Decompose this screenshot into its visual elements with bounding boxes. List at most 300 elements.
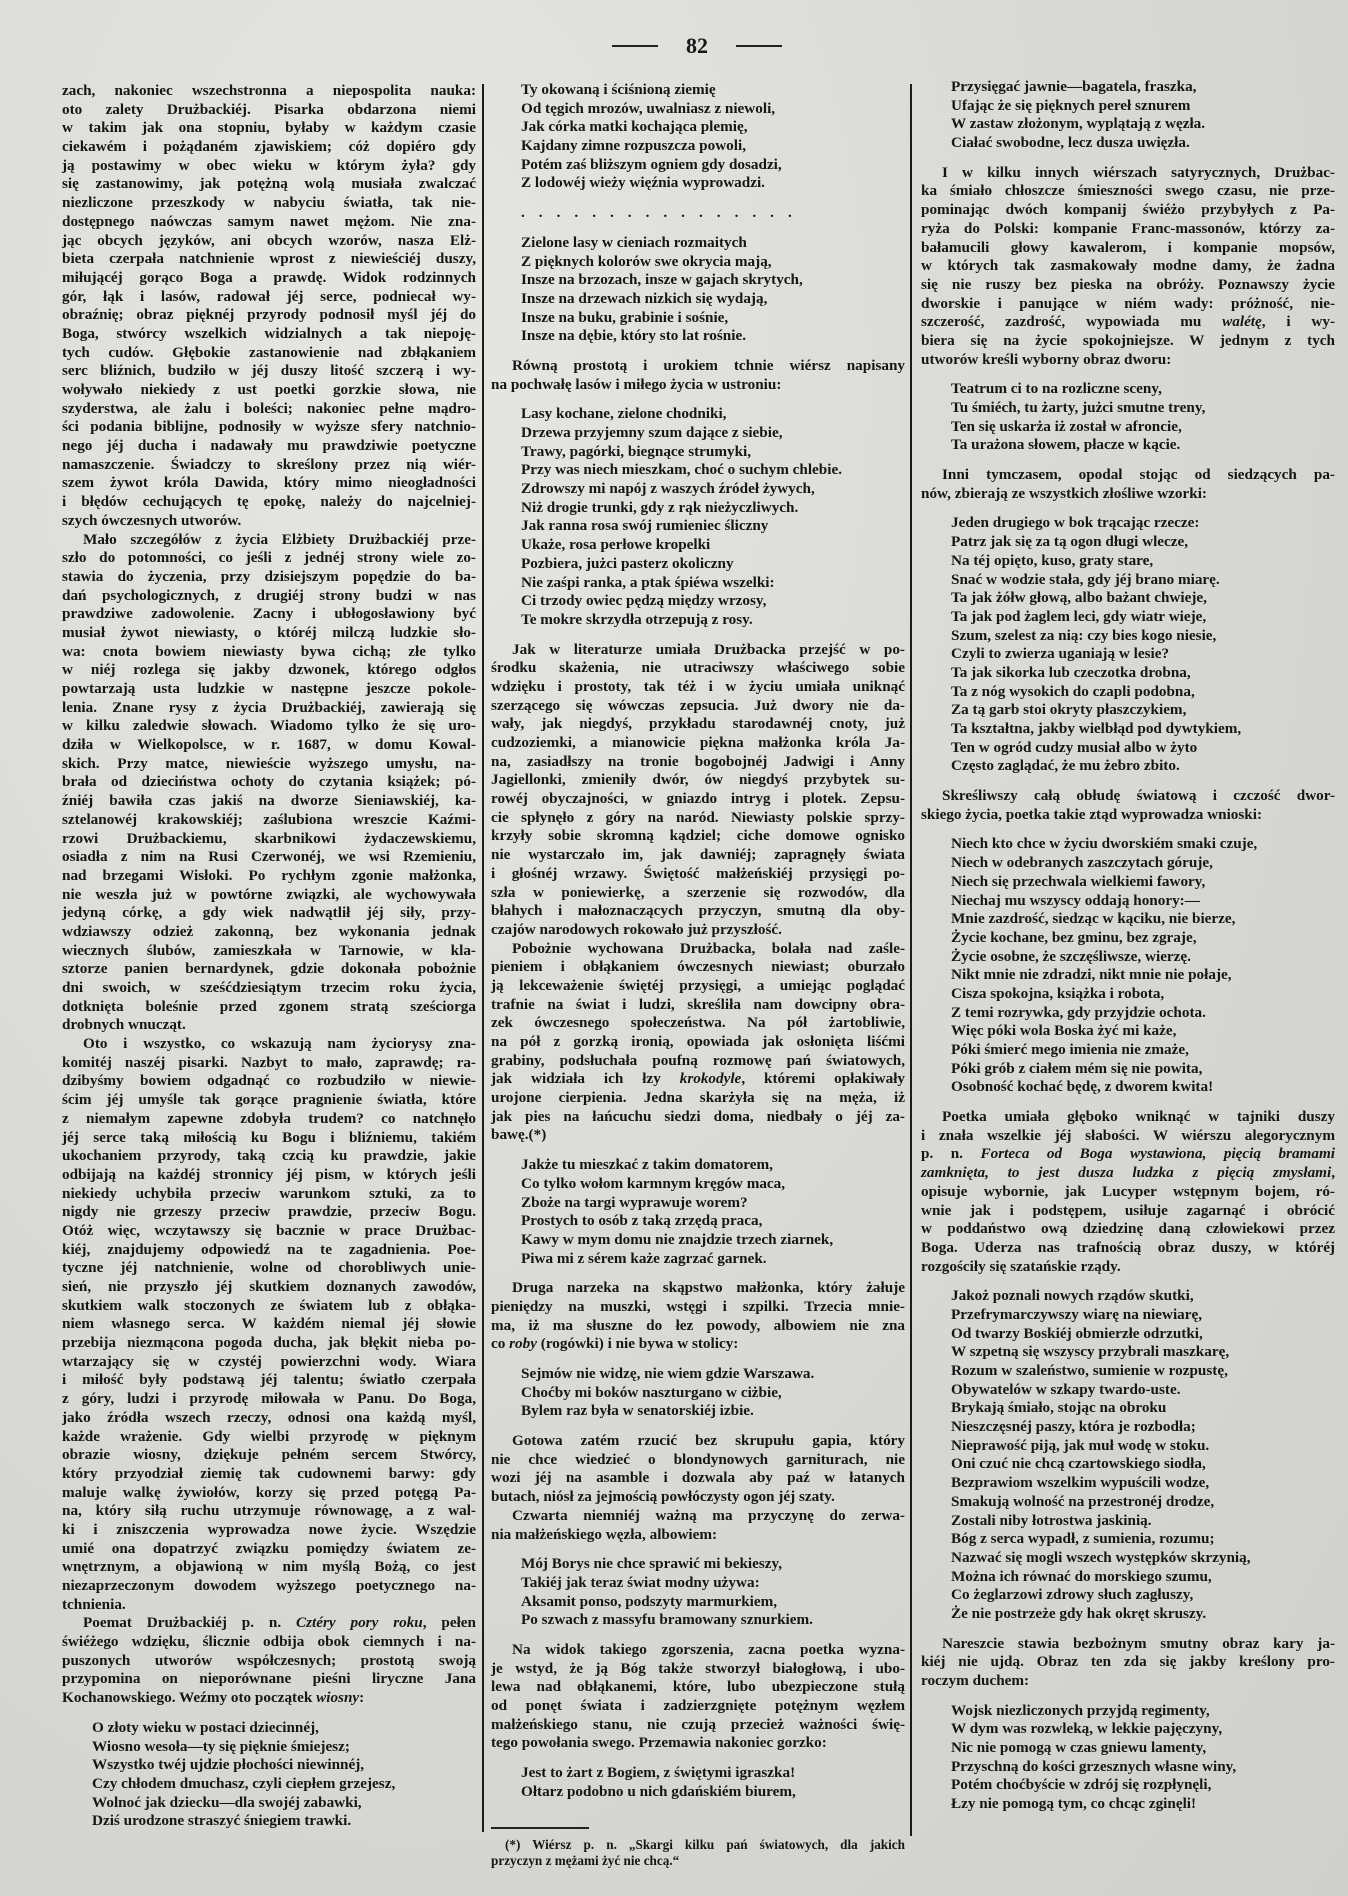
text-line: i głośnéj wrzawy. Świętość małżeńskiéj przysięgi po- (491, 864, 905, 882)
text-line: stawia do życzenia, przy dzisiejszym popędzie do ba- (62, 567, 476, 585)
text-line: Potém zaś bliższym ogniem gdy dosadzi, (521, 155, 782, 173)
paragraph (491, 1641, 905, 1753)
text-line: ciekawém i pożądaném zjawiskiem; cóż dopiéro gdy (62, 138, 476, 156)
text-line: Pozbiera, jużci pasterz okoliczny (521, 554, 734, 572)
text-line: obraźnię; obraz pięknéj przyrody podnosił myśl jéj do (62, 306, 476, 324)
text-line: na pochwałę lasów i miłego życia w ustroniu: (491, 375, 782, 393)
text-line: Przy was niech mieszkam, choć o suchym chlebie. (521, 461, 843, 479)
text-line: Na téj opięto, kuso, graty stare, (951, 551, 1154, 569)
text-line: Łzy nie pomogą tym, co chcąc zginęli! (951, 1795, 1197, 1813)
italic-text: roby (509, 1335, 537, 1353)
text-line: Smakują wolność na przestronéj drodze, (951, 1492, 1215, 1510)
text-line: Ta kształtna, jakby wielbłąd pod dywtykiem, (951, 720, 1242, 737)
text-line: Bezprawiom wszelkim wypuścili wodze, (951, 1474, 1210, 1492)
text-line: osiadła z nim na Rusi Czerwonéj, we wsi Rzemieniu, (62, 848, 476, 866)
text-line: Ta urażona słowem, płacze w kącie. (951, 436, 1181, 454)
text-line: Dziś urodzone straszyć śniegiem trawki. (92, 1812, 352, 1830)
text-line: tego powołania swego. Przemawia nakoniec gorzko: (491, 1734, 827, 1752)
text-line: Z lodowéj wieży więźnia wyprowadzi. (521, 174, 765, 192)
paragraph (491, 1279, 905, 1354)
text-line: urojone cierpienia. Jedna skarżyła się na męża, iż (491, 1089, 905, 1107)
text-line: Póki śmierć mego imienia nie zmaże, (951, 1041, 1189, 1058)
prose-block (921, 1108, 1335, 1276)
paragraph (921, 1108, 1335, 1276)
text-line: Przyschną do kości grzesznych własne winy, (951, 1757, 1237, 1775)
text-line: tyczne jéj natchnienie, wolne od chorobliwych unie- (62, 1259, 476, 1277)
text-line: w poddaństwo ową dziedzinę daną człowiekowi przez (921, 1220, 1335, 1238)
text-line: prawdziwe zadowolenie. Zacny i ubłogosławiony być (62, 605, 476, 623)
text-line: bawę.(*) (491, 1126, 547, 1144)
text-line: nigdy nie grzeszy przeciw prawdzie, przeciw Bogu. (62, 1203, 476, 1221)
paragraph (62, 531, 476, 1036)
text-line: W zastaw złożonym, wyplątają z węzła. (951, 115, 1206, 133)
text-line: Otóż więc, wczytawszy się bacznie w prace Drużbac- (62, 1221, 476, 1239)
text-line: I w kilku innych wiérszach satyrycznych, Drużbac- (942, 163, 1335, 181)
verse-quote (921, 835, 1335, 1097)
text-line: wiecznych ślubów, zamieszkała w Tarnowie, w kla- (62, 941, 476, 959)
text-line: Czwarta niemniéj ważną ma przyczynę do zerwa- (512, 1506, 905, 1524)
paragraph (491, 357, 905, 394)
ellipsis-dots: ................ (521, 204, 806, 222)
text-line (921, 1164, 1335, 1183)
text-line: Jak córka matki kochająca plemię, (521, 118, 748, 136)
text-line (491, 1335, 905, 1354)
text-line: Niechaj mu wszyscy oddają honory:— (951, 891, 1200, 909)
text-line: Piwa mi z sérem każe zagrzać garnek. (521, 1249, 767, 1267)
text-line: utworów kreśli wyborny obraz dworu: (921, 350, 1172, 368)
text-line: (*) Wiérsz p. n. „Skargi kilku pań światowych, dla jakich (505, 1837, 905, 1853)
text-line: Ukaże, rosa perłowe kropelki (521, 536, 711, 554)
text-column-1 (62, 82, 476, 1842)
text-line: Bylem raz była w senatorskiéj izbie. (521, 1402, 754, 1420)
italic-text: Cztéry pory roku (295, 1614, 423, 1632)
paragraph (921, 1635, 1335, 1691)
text-line: ukochaniem przyrody, taką czcią ku prawdzie, jakie (62, 1147, 476, 1165)
text-line: cudzoziemki, a mianowicie piękna małżonka króla Ja- (491, 734, 905, 751)
text-line: bałamucili głowy kawalerom, i kompanie mopsów, (921, 238, 1335, 256)
text-line: dworskie i panujące w niém wady: próżność, nie- (921, 294, 1335, 312)
text-line: tchnienia. (62, 1595, 126, 1613)
paragraph (921, 164, 1335, 370)
text-line: Od tęgich mrozów, uwalniasz z niewoli, (521, 99, 776, 117)
text-line: puszonych utworów współczesnych; prostotą swoją (62, 1651, 476, 1669)
text-line: się zastanowimy, jak potężną wolą musiała zwalczać (62, 175, 476, 193)
text-line: z góry, ludzi i przyrodę miłowała w Panu. Do Boga, (62, 1390, 476, 1408)
text-line: z niemałym zapewne zdobyła trudem? co natchnęło (62, 1109, 476, 1127)
text-line: Zostali niby łotrostwa jaskinią. (951, 1511, 1152, 1529)
text-line: szem żywot króla Dawida, który mimo nieogładności (62, 474, 476, 492)
text-line: nów, zbierają ze wszystkich złośliwe wzorki: (921, 484, 1207, 502)
text-line: Rozum w szaleństwo, sumienie w rozpustę, (951, 1362, 1228, 1379)
text-line: w niéj rozlega się jakby dzwonek, którego odgłos (62, 661, 476, 679)
verse-quote (491, 1365, 905, 1421)
text-line: nie chce wiedzieć o blondynowych garniturach, nie (491, 1450, 905, 1468)
text-line: Niech w odebranych zaszczytach góruje, (951, 854, 1213, 872)
text-line: je wstyd, że ją Bóg także stworzył białogłową, i ubo- (491, 1659, 905, 1677)
text-line: źniéj bawiła czas jakiś na dworze Sieniawskiéj, ka- (62, 792, 476, 810)
text-line: od ponęt świata i zadzierzgnięte potężnym węzłem (491, 1697, 905, 1714)
text-line: Jest to żart z Bogiem, z świętymi igraszka! (521, 1764, 796, 1782)
text-segment: , i wy- (1261, 313, 1336, 331)
verse-quote (921, 1702, 1335, 1814)
text-line: jąc obcych języków, ani obcych wzorów, nasza Elż- (62, 231, 476, 249)
text-line: Takiéj jak teraz świat modny używa: (521, 1573, 760, 1591)
text-line: Cisza spokojna, książka i robota, (951, 984, 1165, 1002)
text-line: Za tą garb stoi okryty płaszczykiem, (951, 701, 1187, 719)
text-column-3 (921, 78, 1335, 1825)
text-line: Insze na drzewach nizkich się wydają, (521, 289, 768, 307)
text-line: Jak ranna rosa swój rumieniec śliczny (521, 517, 769, 535)
prose-block (491, 641, 905, 1146)
paragraph (491, 1432, 905, 1507)
text-line: Często zaglądać, że mu żebro zbito. (951, 757, 1180, 775)
column-divider (910, 84, 912, 1836)
text-line: przyczyn z mężami żyć nie chcą.“ (491, 1853, 680, 1869)
text-line (62, 1689, 476, 1708)
text-line: Jagiellonki, zmieniły dwór, ów niegdyś przybytek su- (491, 771, 905, 789)
text-line: Czy chłodem dmuchasz, czyli ciepłem grzejesz, (92, 1774, 396, 1792)
italic-text: krokodyle (679, 1070, 742, 1088)
text-line: Nie zaśpi ranka, a ptak śpiéwa wszelki: (521, 573, 775, 591)
paragraph (62, 1614, 476, 1707)
text-segment: , (1331, 1164, 1335, 1182)
text-line: Jeden drugiego w bok trącając rzecze: (951, 514, 1200, 532)
text-line: Co tylko wołom karmnym kręgów maca, (521, 1174, 786, 1192)
text-line: miłującéj gorąco Boga a prawdę. Widok rodzinnych (62, 268, 476, 286)
verse-quote (491, 405, 905, 629)
text-line: Ten się uskarża iż został w afroncie, (951, 417, 1182, 435)
text-segment: , któremi opłakiwały (741, 1070, 906, 1088)
text-line: Życie osobne, że szczęśliwsze, wierzę. (951, 947, 1191, 965)
text-line: Co żeglarzowi zdrowy słuch zagłuszy, (951, 1586, 1194, 1604)
text-line: Ta jak żółw głową, albo bażant chwieje, (951, 589, 1207, 607)
text-line: który przyodział ziemię tak cudownemi barwy: gdy (62, 1464, 476, 1482)
text-line: Równą prostotą i urokiem tchnie wiérsz napisany (512, 356, 905, 374)
text-line: Te mokre skrzydła otrzepują z rosy. (521, 610, 753, 628)
text-line: Boga. Uderza nas trafnością obraz duszy, w któréj (921, 1238, 1335, 1256)
text-line: ryża do Polski: kompanie Franc-massonów, którzy za- (921, 219, 1335, 237)
text-line: wały, jak niegdyś, przykładu starodawnéj cnoty, już (491, 715, 905, 733)
text-line: Druga narzeka na skąpstwo małżonka, który żałuje (512, 1279, 905, 1297)
text-line: drobnych wnucząt. (62, 1016, 186, 1034)
text-line (921, 313, 1335, 332)
text-line: na, zasiadłszy na tronie bogobojnéj Jadwigi i Anny (491, 752, 905, 770)
text-line: Niech się przechwala wielkiemi fawory, (951, 872, 1206, 890)
text-line: na pół z gorzką ironią, opowiada jak osłonięta liśćmi (491, 1033, 905, 1050)
text-segment: : (359, 1689, 365, 1707)
text-segment: Kochanowskiego. Weźmy oto początek (62, 1689, 317, 1707)
text-line: kiéj, znajdujemy odpowiedź na te zagadnienia. Poe- (62, 1240, 476, 1258)
text-line: małżeńskiego stanu, nie czują przecież ważności świę- (491, 1715, 905, 1733)
paragraph (491, 1507, 905, 1544)
text-line: ją postawimy w obec wieku w którym żyła? gdy (62, 156, 476, 174)
text-line: musiał żywot niewiasty, o któréj milczą ludzkie sło- (62, 623, 476, 641)
italic-text: zamknięta, to jest dusza ludzka z pięcią zmysłami (921, 1164, 1332, 1182)
text-line: ka śmiało chłoszcze śmieszności swego czasu, nie prze- (921, 182, 1335, 200)
text-line (921, 1145, 1335, 1164)
text-line: rowéj obyczajności, w gniazdo intryg i plotek. Zepsu- (491, 790, 905, 808)
text-segment: jak widziała ich łzy (491, 1070, 680, 1088)
text-line: grabiny, podsłuchała poufną rozmowę pań światowych, (491, 1051, 905, 1069)
verse-quote (62, 1719, 476, 1831)
text-line: Obywatelów w szkapy twardo-uste. (951, 1380, 1181, 1398)
paragraph (62, 1035, 476, 1614)
text-line: lewa nad obłąkanemi, które, lubo ubezpieczone stułą (491, 1678, 905, 1696)
text-line: w których tak zasmakowały modne damy, że żadna (921, 257, 1335, 275)
text-line: rzowi Drużbackiemu, skarbnikowi żydaczewskiemu, (62, 829, 476, 847)
prose-block (491, 357, 905, 394)
text-line: Nieszczęsnéj paszy, która je rozbodła; (951, 1418, 1196, 1436)
text-line: oto zalety Drużbackiéj. Pisarka obdarzona niemi (62, 100, 476, 118)
text-line: wdziawszy odzież zakonną, bez wykonania jednak (62, 922, 476, 940)
prose-block (921, 787, 1335, 824)
text-line: sztorze panien bernardynek, gdzie dokonała pobożnie (62, 960, 476, 978)
text-line: bieta czerpała natchnienie wprost z niewieściéj duszy, (62, 250, 476, 268)
text-line: Ci trzody owiec pędzą między wrzosy, (521, 592, 767, 610)
text-line: szyderstwa, ale żalu i boleści; nakoniec pełne mądro- (62, 399, 476, 417)
text-line: Oni czuć nie chcą czartowskiego siodła, (951, 1455, 1206, 1473)
column-divider (482, 84, 484, 1832)
footnote-rule (491, 1827, 589, 1829)
text-line: gór, łąk i lasów, radował jéj serce, podniecał wy- (62, 287, 476, 305)
text-line: Potém choćbyście w zdrój się rozpłynęli, (951, 1776, 1212, 1794)
text-line: Osobność kochać będę, z dworem kwita! (951, 1078, 1214, 1096)
text-line: Mało szczegółów z życia Elżbiety Drużbackiéj prze- (83, 530, 476, 548)
text-line: Snać w wodzie stała, gdy jéj brano miarę. (951, 570, 1220, 588)
text-line: dań psychologicznych, z drugiéj strony budzi w nas (62, 586, 476, 604)
text-line: zek ówczesnego społeczeństwa. Na pół żartobliwie, (491, 1014, 905, 1032)
text-segment: szczerość, zazdrość, wypowiada mu (921, 313, 1223, 331)
text-line: opisuje wybornie, jak Lucyper wstępnym bojem, ró- (921, 1182, 1335, 1200)
text-line: Nikt mnie nie zdradzi, nikt mnie nie połaje, (951, 966, 1232, 984)
text-line: w kilku zaledwie słowach. Wiadomo tylko że się uro- (62, 717, 476, 735)
text-line: nie wystarczało im, jak dawniéj; zapragnęły świata (491, 846, 905, 864)
text-line: jedyną córkę, a gdy wiek nadwątlił jéj siły, przy- (62, 904, 476, 922)
ellipsis-line (491, 204, 905, 223)
text-line: pieniędzy na muszki, wstęgi i szpilki. Trzecia mnie- (491, 1297, 905, 1315)
text-line: Szum, szelest za nią: czy bies kogo niesie, (951, 626, 1217, 644)
text-line (491, 1070, 905, 1089)
verse-quote (491, 1156, 905, 1268)
verse-quote (491, 1764, 905, 1801)
text-line: Bóg z serca wypadł, z sumienia, rozumu; (951, 1530, 1215, 1548)
text-line: nad brzegami Wisłoki. Po rychłym zgonie małżonka, (62, 866, 476, 884)
text-line: Zdrowszy mi napój z waszych źródeł żywych, (521, 480, 815, 498)
text-line: Po szwach z massyfu bramowany sznurkiem. (521, 1611, 813, 1629)
text-line: powtarzają usta ludzkie w następne jeszcze pokole- (62, 680, 476, 697)
text-line: wnie jak i podstępem, usiłuje zagarnąć i obrócić (921, 1201, 1335, 1219)
page-number-text: 82 (686, 33, 708, 58)
text-line: Aksamit ponso, podszyty marmurkiem, (521, 1592, 778, 1610)
text-line: Wiosno wesoła—ty się pięknie śmiejesz; (92, 1737, 350, 1755)
text-line: Drzewa przyjemny szum dające z siebie, (521, 424, 783, 441)
text-line: sień, nie przyszło jéj skutkiem doznanych zawodów, (62, 1278, 476, 1295)
text-line: lenia. Znane rysy z życia Drużbackiéj, zawierają się (62, 698, 476, 716)
text-line: butach, niósł za jejmością powłóczysty ogon jéj szaty. (491, 1488, 835, 1506)
text-line: dziła w Wielkopolsce, w r. 1687, w domu Kowal- (62, 736, 476, 754)
text-line: Nieprawość piją, jak muł wodę w stoku. (951, 1436, 1210, 1454)
text-line: Choćby mi boków naszturgano w ciżbie, (521, 1383, 782, 1401)
text-line: wdzięku i prostoty, tak téż i w życiu umiała uniknąć (491, 677, 905, 695)
text-line: Skreśliwszy całą obłudę światową i czczość dwor- (942, 787, 1335, 805)
text-line: pominając dwóch kompanij świéżo przybyłych z Pa- (921, 201, 1335, 219)
text-line: i znała wszelkie jéj słabości. W wiérszu alegorycznym (921, 1126, 1335, 1144)
verse-quote (491, 234, 905, 346)
text-line: Przefrymarczywszy wiarę na niewiarę, (951, 1305, 1203, 1323)
text-segment: , pełen (422, 1614, 476, 1632)
text-line: Ta jak pod żaglem leci, gdy wiatr wieje, (951, 607, 1207, 625)
text-line: Insze na buku, grabinie i sośnie, (521, 308, 729, 326)
text-line: Kawy w mym domu nie znajdzie trzech ziarnek, (521, 1230, 834, 1248)
text-line (62, 1614, 476, 1633)
text-line: Nazwać się mogli wszech występków skrzynią, (951, 1548, 1251, 1566)
text-line: ma, iż ma słuszne do łez powody, albowiem nie zna (491, 1316, 905, 1334)
text-line: Lasy kochane, zielone chodniki, (521, 405, 727, 423)
text-line: sztelanowéj krakowskiéj; zaślubiona wreszcie Kaźmi- (62, 810, 476, 828)
text-line: wnętrznym, a objawioną w nim myślą Bożą, co jest (62, 1558, 476, 1576)
text-line: Życie kochane, bez gminu, bez zgraje, (951, 928, 1197, 946)
paragraph (491, 641, 905, 940)
prose-block (491, 1641, 905, 1753)
text-line: Ufając że się pięknych pereł sznurem (951, 96, 1191, 114)
text-line: na, który siłą ruchu utrzymuje równowagę, a z wal- (62, 1502, 476, 1520)
text-line: się nie ruszy bez pieska na obróży. Poznawszy życie (921, 275, 1335, 293)
text-line: Ten w ogród cudzy musiał albo w żyto (951, 738, 1198, 756)
text-line: skiego życia, poetka takie ztąd wyprowadza wnioski: (921, 805, 1263, 823)
italic-text: Forteca od Boga wystawiona, pięcią bramami (980, 1145, 1335, 1163)
text-line: szła w poniewierkę, a szerzenie się rozwodów, dla (491, 883, 905, 901)
text-line: Z pięknych kolorów swe okrycia mają, (521, 252, 772, 270)
text-line: wa: cnota bowiem niewiasty bywa cichą; złe tylko (62, 642, 476, 660)
text-line: woływało niekiedy z ust poetki gorzkie słowa, nie (62, 381, 476, 398)
text-line: ją lekceważenie świętéj przysięgi, a umiejąc poglądać (491, 976, 905, 994)
page-number-dash-left (612, 45, 658, 47)
text-line: i miłość były podstawą jéj talentu; światło czerpała (62, 1371, 476, 1389)
text-line: Póki grób z ciałem mém się nie powita, (951, 1059, 1203, 1077)
text-line: Mój Borys nie chce sprawić mi bekieszy, (521, 1555, 783, 1573)
text-line: Jakże tu mieszkać z takim domatorem, (521, 1156, 773, 1174)
text-line: dzibyśmy bowiem odgadnąć co rozbudziło w niewie- (62, 1072, 476, 1090)
text-line: Brykają śmiało, stojąc na obroku (951, 1399, 1167, 1417)
text-line: W dym was rozwleką, w lekkie pajęczyny, (951, 1720, 1223, 1738)
text-line: nia małżeńskiego węzła, albowiem: (491, 1525, 718, 1543)
text-line: szerzącego się wówczas zepsucia. Już dwory nie da- (491, 696, 905, 714)
prose-block (491, 1279, 905, 1354)
italic-text: walétę (1222, 313, 1262, 331)
text-line: przypomina on nieporównane pieśni liryczne Jana (62, 1670, 476, 1688)
text-line: Na widok takiego zgorszenia, zacna poetka wyzna- (512, 1640, 905, 1658)
text-line: jéj serce taką miłością ku Bogu i bliźniemu, takiém (62, 1128, 476, 1146)
text-line: zach, nakoniec wszechstronna a niepospolita nauka: (62, 82, 476, 99)
text-line: trafnie na świat i ludzi, skreśliła nam dowcipny obra- (491, 995, 905, 1013)
text-line: namaszczenie. Świadczy to skreślony przez nią wiér- (62, 455, 476, 473)
text-line: tych cudów. Głębokie zastanowienie nad zbłąkaniem (62, 343, 476, 361)
text-line: krzyły sobie skromną kądziel; ciche domowe ognisko (491, 827, 905, 845)
text-line: rozgościły się szatańskie rządy. (921, 1257, 1121, 1275)
text-line: komitéj naszéj pisarki. Nazbyt to mało, zaprawdę; ra- (62, 1053, 476, 1071)
verse-quote (921, 380, 1335, 455)
text-line: Sejmów nie widzę, nie wiem gdzie Warszawa. (521, 1365, 815, 1382)
text-segment: Poemat Drużbackiéj p. n. (83, 1614, 296, 1632)
text-line: niem własnego serca. W każdém niemal jéj słowie (62, 1315, 476, 1333)
text-line: biera się na życie spokojniejsze. W jednym z tych (921, 331, 1335, 349)
text-line: wtarzający się w czystéj powierzchni wody. Wiara (62, 1352, 476, 1370)
text-line: w takim jak ona stopniu, byłaby w każdym czasie (62, 119, 476, 137)
text-line: Ta z nóg wysokich do czapli podobna, (951, 682, 1195, 700)
text-line: brała od dzieciństwa ochoty do czytania książek; pó- (62, 773, 476, 791)
verse-quote (921, 514, 1335, 776)
text-line: dostępnego naówczas samym nawet mężom. Nie zna- (62, 212, 476, 230)
text-line: Insze na dębie, który sto lat rośnie. (521, 327, 747, 345)
text-line: Oto i wszystko, co wskazują nam życiorysy zna- (83, 1035, 476, 1053)
footnote (491, 1827, 905, 1869)
text-line: Nareszcie stawia bezbożnym smutny obraz kary ja- (942, 1634, 1335, 1652)
text-line: Zboże na targi wyprawuje worem? (521, 1193, 748, 1211)
text-line: Ołtarz podobno u nich gdańskiém biurem, (521, 1782, 796, 1800)
text-line: każde wrażenie. Gdy wielbi przyrodę w pięknym (62, 1427, 476, 1445)
text-line: Prostych to osób z taką zrzędą praca, (521, 1212, 763, 1230)
text-segment: (rogówki) i nie bywa w stolicy: (536, 1335, 739, 1353)
text-line: przebija niezmącona pogoda ducha, jak błękit nieba po- (62, 1334, 476, 1352)
text-line: świéżego wdzięku, ślicznie odbija obok ciemnych i na- (62, 1633, 476, 1651)
prose-block (921, 1635, 1335, 1691)
text-line: Od twarzy Boskiéj obmierzłe odrzutki, (951, 1324, 1203, 1342)
prose-block (921, 466, 1335, 503)
text-line: nego jéj ducha i nadawały mu prawdziwie poetyczne (62, 437, 476, 455)
text-line: Trawy, pagórki, biegnące strumyki, (521, 442, 752, 460)
text-column-2 (491, 81, 905, 1869)
page-number-dash-right (736, 45, 782, 47)
text-segment: p. n. (921, 1145, 981, 1163)
paragraph (62, 82, 476, 531)
text-line: Inni tymczasem, opodal stojąc od siedzących pa- (942, 466, 1335, 484)
paragraph (921, 787, 1335, 824)
verse-quote (921, 1287, 1335, 1623)
text-line: Zielone lasy w cieniach rozmaitych (521, 233, 747, 251)
text-line: Że nie postrzeże gdy hak okręt skruszy. (951, 1604, 1207, 1622)
text-line: Nic nie pomogą w czas gniewu lamenty, (951, 1739, 1207, 1757)
text-line: O złoty wieku w postaci dziecinnéj, (92, 1718, 319, 1736)
text-line: ści podania biblijne, podnosiły w wyższe sfery natchnio- (62, 418, 476, 436)
prose-block (921, 164, 1335, 370)
paragraph (921, 466, 1335, 503)
text-line: roczym duchem: (921, 1672, 1030, 1689)
text-line: cie spłynęło z góry na naród. Niewiasty polskie sprzy- (491, 808, 905, 826)
text-line: Tu śmiéch, tu żarty, jużci smutne treny, (951, 399, 1206, 416)
text-line: skutkiem walk stoczonych ze światem lub z obłąka- (62, 1296, 476, 1314)
text-line: dotknięta boleśnie przed zgonem stratą sześciorga (62, 997, 476, 1015)
text-line: jako źródła wszech rzeczy, odnosi ona każdą myśl, (62, 1408, 476, 1426)
text-line: Z temi rozrywka, gdy przyjdzie ochota. (951, 1003, 1206, 1021)
text-line: ki i zniszczenia wyprowadza nowe życie. Wszędzie (62, 1520, 476, 1538)
verse-quote (491, 81, 905, 193)
text-line: Pobożnie wychowana Drużbacka, bolała nad zaśle- (512, 939, 905, 957)
text-segment: co (491, 1335, 510, 1353)
text-line: Insze na brzozach, insze w gajach skrytych, (521, 271, 803, 289)
text-line: Niech kto chce w życiu dworskiém smaki czuje, (951, 835, 1258, 853)
text-line: niezliczone przeszkody w nabyciu światła, tak nie- (62, 194, 476, 212)
text-line: niekiedy uchybiła przeciw warunkom sztuki, za to (62, 1184, 476, 1202)
text-line: i błędów cechujących tę epokę, należy do najcelniej- (62, 493, 476, 511)
page-number (612, 32, 782, 60)
text-line: serc bliźnich, budziło w jéj duszy litość szczerą i wy- (62, 362, 476, 380)
text-line: szło do potomności, co jeśli z jednéj strony wiele zo- (62, 549, 476, 567)
text-line: Boga, stwórcy wszelkich widzialnych a tak niepoję- (62, 324, 476, 342)
text-line: Kajdany zimne rozpuszcza powoli, (521, 137, 746, 155)
text-line: wozi jéj na asamble i dozwala aby paź w łatanych (491, 1469, 905, 1487)
text-line: Wolnoć jak dziecku—dla swojéj zabawki, (92, 1793, 362, 1811)
prose-block (62, 82, 476, 1708)
